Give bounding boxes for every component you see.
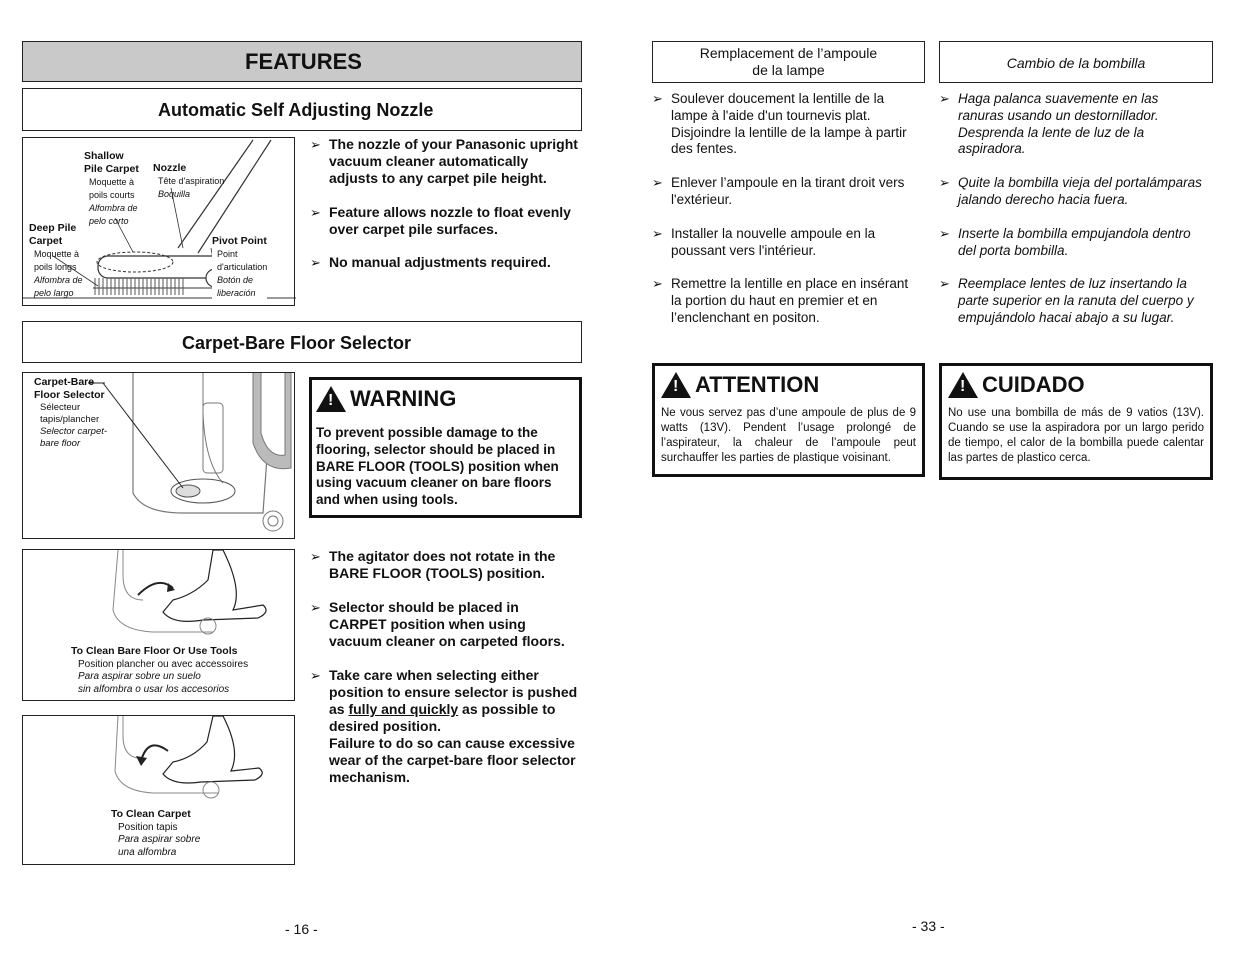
page-number-left: - 16 -	[285, 921, 318, 937]
shallow-pile-label: Shallow Pile Carpet Moquette à poils courts Alfombra de pelo corto	[84, 150, 139, 226]
nozzle-illustration	[22, 137, 295, 306]
arrowhead-bullet-icon: ➢	[939, 225, 950, 241]
attention-title: ! ATTENTION	[661, 372, 916, 398]
list-item: ➢ Selector should be placed in CARPET position when using vacuum cleaner on carpeted floors.	[310, 599, 565, 649]
deep-pile-label: Deep Pile Carpet Moquette à poils longs Alfombra de pelo largo	[29, 222, 83, 298]
fr-heading-line1: Remplacement de l’ampoule	[699, 45, 878, 61]
bare-floor-illustration	[22, 549, 295, 701]
list-item: ➢ Feature allows nozzle to float evenly over carpet pile surfaces.	[310, 204, 571, 237]
carpet-caption: To Clean Carpet Position tapis Para aspirar sobre una alfombra	[111, 808, 201, 858]
arrowhead-bullet-icon: ➢	[310, 600, 321, 615]
fr-bullet-list	[652, 91, 932, 327]
cuidado-title: ! CUIDADO	[948, 372, 1204, 398]
list-item: ➢ Inserte la bombilla empujandola dentro del porta bombilla.	[939, 225, 1191, 258]
list-item: ➢ Reemplace lentes de luz insertando la parte superior en la ranuta del cuerpo y empujándolo hacai abajo a su lugar.	[939, 276, 1194, 325]
arrowhead-bullet-icon: ➢	[652, 91, 663, 106]
es-bullet-list	[939, 91, 1229, 327]
selector-label: Carpet-Bare Floor Selector Sélecteur tapis/plancher Selector carpet- bare floor	[34, 376, 108, 449]
arrowhead-bullet-icon: ➢	[652, 175, 663, 191]
selector-bullet-list	[310, 548, 582, 786]
list-item: ➢ Quite la bombilla vieja del portalámparas jalando derecho hacia fuera.	[939, 175, 1202, 207]
list-item: ➢ Installer la nouvelle ampoule en la poussant vers l'intérieur.	[652, 225, 876, 258]
foot-pressing-selector-icon	[23, 550, 295, 650]
bare-floor-caption: To Clean Bare Floor Or Use Tools Position plancher ou avec accessoires Para aspirar sobre un suelo sin alfombra o usar los accesorios	[71, 645, 249, 695]
arrowhead-bullet-icon: ➢	[939, 175, 950, 191]
selector-heading: Carpet-Bare Floor Selector	[182, 333, 412, 353]
nozzle-heading: Automatic Self Adjusting Nozzle	[158, 100, 434, 120]
list-item: ➢ No manual adjustments required.	[310, 254, 551, 270]
warning-triangle-icon: !	[661, 372, 691, 398]
nozzle-bullet-list	[310, 136, 582, 271]
warning-text: To prevent possible damage to the flooring, selector should be placed in BARE FLOOR (TOOLS) position when using vacuum cleaner on bare floors and when using tools.	[316, 425, 559, 508]
arrowhead-bullet-icon: ➢	[310, 668, 321, 683]
foot-pressing-selector-icon	[23, 716, 295, 811]
list-item: ➢ Enlever l’ampoule en la tirant droit vers l'extérieur.	[652, 175, 905, 207]
warning-title: ! WARNING	[316, 386, 575, 412]
arrowhead-bullet-icon: ➢	[310, 255, 321, 270]
cuidado-text: No use una bombilla de más de 9 vatios (13V). Cuando se use la aspiradora por un largo perido de tiempo, el calor de la bombilla puede calentar las partes de plastico cerca.	[948, 407, 1204, 464]
nozzle-label: Nozzle Tête d'aspiration Boquilla	[153, 162, 225, 199]
arrowhead-bullet-icon: ➢	[652, 225, 663, 241]
arrowhead-bullet-icon: ➢	[310, 549, 321, 564]
warning-triangle-icon: !	[948, 372, 978, 398]
list-item: ➢ Remettre la lentille en place en insérant la portion du haut en premier et en l’enclenchant en positon.	[652, 276, 909, 325]
pivot-point-label: Pivot Point Point d'articulation Botón de liberación	[212, 235, 268, 298]
features-title-bar	[22, 41, 582, 82]
attention-text: Ne vous servez pas d’une ampoule de plus de 9 watts (13V). Pendent l’usage prolongé de l’aspirateur, la chaleur de l’ampoule peut surchauffer les parties de plastique voisinant.	[661, 407, 916, 464]
es-heading-box	[939, 41, 1213, 83]
selector-heading-box	[22, 321, 582, 363]
features-title: FEATURES	[245, 49, 362, 74]
list-item: ➢ Soulever doucement la lentille de la lampe à l'aide d'un tournevis plat. Disjoindre la lentille de la lampe à partir des fentes.	[652, 91, 907, 157]
list-item: ➢ The nozzle of your Panasonic upright vacuum cleaner automatically adjusts to any carpet pile height.	[310, 136, 578, 186]
arrowhead-bullet-icon: ➢	[939, 276, 950, 292]
arrowhead-bullet-icon: ➢	[310, 137, 321, 152]
list-item: ➢ The agitator does not rotate in the BARE FLOOR (TOOLS) position.	[310, 548, 556, 581]
selector-illustration	[22, 372, 295, 539]
fr-heading-box	[652, 41, 925, 83]
es-heading: Cambio de la bombilla	[1006, 55, 1146, 71]
attention-box	[652, 363, 925, 477]
fr-heading-line2: de la lampe	[752, 62, 825, 78]
arrowhead-bullet-icon: ➢	[310, 205, 321, 220]
cuidado-box	[939, 363, 1213, 480]
warning-box	[309, 377, 582, 518]
warning-triangle-icon: !	[316, 386, 346, 412]
list-item: ➢ Haga palanca suavemente en las ranuras usando un destornillador. Desprenda la lente de luz de la aspiradora.	[939, 91, 1159, 157]
carpet-illustration	[22, 715, 295, 865]
page-number-right: - 33 -	[912, 918, 945, 934]
list-item: ➢ Take care when selecting either position to ensure selector is pushed as fully and quickly as possible to desired position. Failure to do so can cause excessive wear of the carpet-bare floor selector mechanism.	[310, 667, 578, 785]
arrowhead-bullet-icon: ➢	[652, 276, 663, 292]
nozzle-heading-box	[22, 88, 582, 131]
arrowhead-bullet-icon: ➢	[939, 91, 950, 106]
